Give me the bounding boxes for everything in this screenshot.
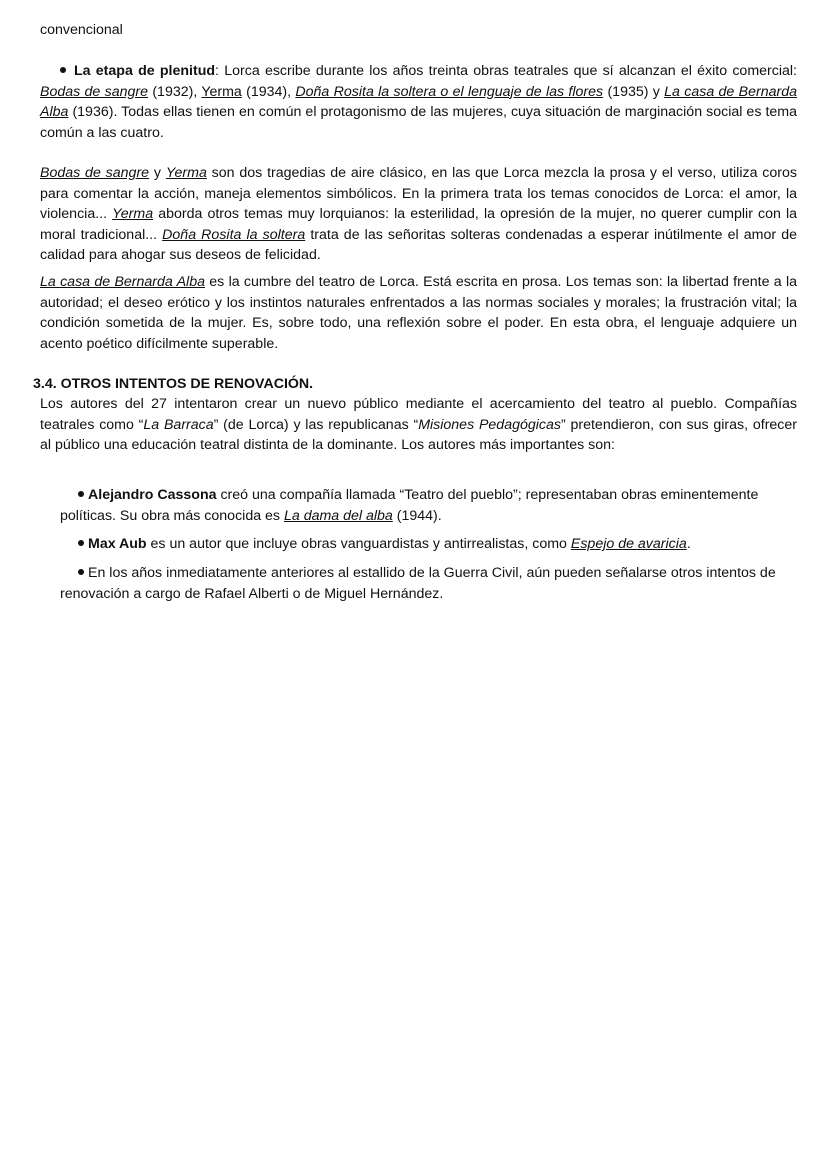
work-title: La casa de Bernarda Alba <box>40 83 797 120</box>
work-title: La casa de Bernarda Alba <box>40 274 205 290</box>
work-title: Yerma <box>201 83 242 100</box>
casona-item: Alejandro Cassona creó una compañía llamada “Teatro del pueblo”; representaban obras eminentemente políticas. Su obra más conocida es La dama del alba (1944). <box>60 487 759 524</box>
company-name: Misiones Pedagógicas <box>418 416 561 433</box>
author-name: Alejandro Cassona <box>88 487 217 503</box>
bullet-icon <box>60 67 66 73</box>
work-title: Yerma <box>112 206 154 222</box>
tragedias-paragraph: Bodas de sangre y Yerma son dos tragedias de aire clásico, en las que Lorca mezcla la prosa y el verso, utiliza coros para comentar la acción, maneja elementos simbólicos. En la primera trata los temas conocidos de Lorca: el amor, la violencia... Yerma aborda otros temas muy lorquianos: la esterilidad, la opresión de la mujer, no querer cumplir con la moral tradicional... Doña Rosita la soltera trata de las señoritas solteras condenadas a esperar inútilmente el amor de calidad para ahogar sus deseos de felicidad. <box>40 165 797 263</box>
work-title: La dama del alba <box>283 507 393 524</box>
plenitud-paragraph: La etapa de plenitud: Lorca escribe durante los años treinta obras teatrales que sí alcanzan el éxito comercial: Bodas de sangre (1932), Yerma (1934), Doña Rosita la soltera o el lenguaje de las flores (1935) y La casa de Bernarda Alba (1936). Todas ellas tienen en común el protagonismo de las mujeres, cuya situación de marginación social es tema común a las cuatro. <box>40 63 797 141</box>
company-name: La Barraca <box>143 416 214 433</box>
section-heading: 3.4. OTROS INTENTOS DE RENOVACIÓN. <box>33 376 314 392</box>
work-title: Espejo de avaricia <box>570 536 687 552</box>
work-title: Bodas de sangre <box>40 83 149 100</box>
author-name: Max Aub <box>88 536 147 552</box>
plenitud-label: La etapa de plenitud <box>74 63 216 79</box>
top-line: convencional <box>40 22 123 38</box>
otros-item: En los años inmediatamente anteriores al estallido de la Guerra Civil, aún pueden señalarse otros intentos de renovación a cargo de Rafael Alberti o de Miguel Hernández. <box>60 565 776 602</box>
work-title: Yerma <box>165 165 207 181</box>
aub-item: Max Aub es un autor que incluye obras vanguardistas y antirrealistas, como Espejo de avaricia. <box>60 534 780 555</box>
bernarda-paragraph: La casa de Bernarda Alba es la cumbre del teatro de Lorca. Está escrita en prosa. Los temas son: la libertad frente a la autoridad; el deseo erótico y los instintos naturales enfrentados a las normas sociales y morales; la frustración vital; la condición sometida de la mujer. Es, sobre todo, una reflexión sobre el poder. En esta obra, el lenguaje adquiere un acento poético difícilmente superable. <box>40 274 798 352</box>
bullet-icon <box>78 540 84 546</box>
bullet-icon <box>78 569 84 575</box>
work-title: Doña Rosita la soltera <box>162 226 306 243</box>
work-title: Doña Rosita la soltera o el lenguaje de las flores <box>295 83 604 100</box>
section-intro-paragraph: Los autores del 27 intentaron crear un nuevo público mediante el acercamiento del teatro al pueblo. Compañías teatrales como “La Barraca” (de Lorca) y las republicanas “Misiones Pedagógicas” pretendieron, con sus giras, ofrecer al público una educación teatral distinta de la dominante. Los autores más importantes son: <box>40 396 798 453</box>
bullet-icon <box>78 491 84 497</box>
work-title: Bodas de sangre <box>40 165 150 181</box>
